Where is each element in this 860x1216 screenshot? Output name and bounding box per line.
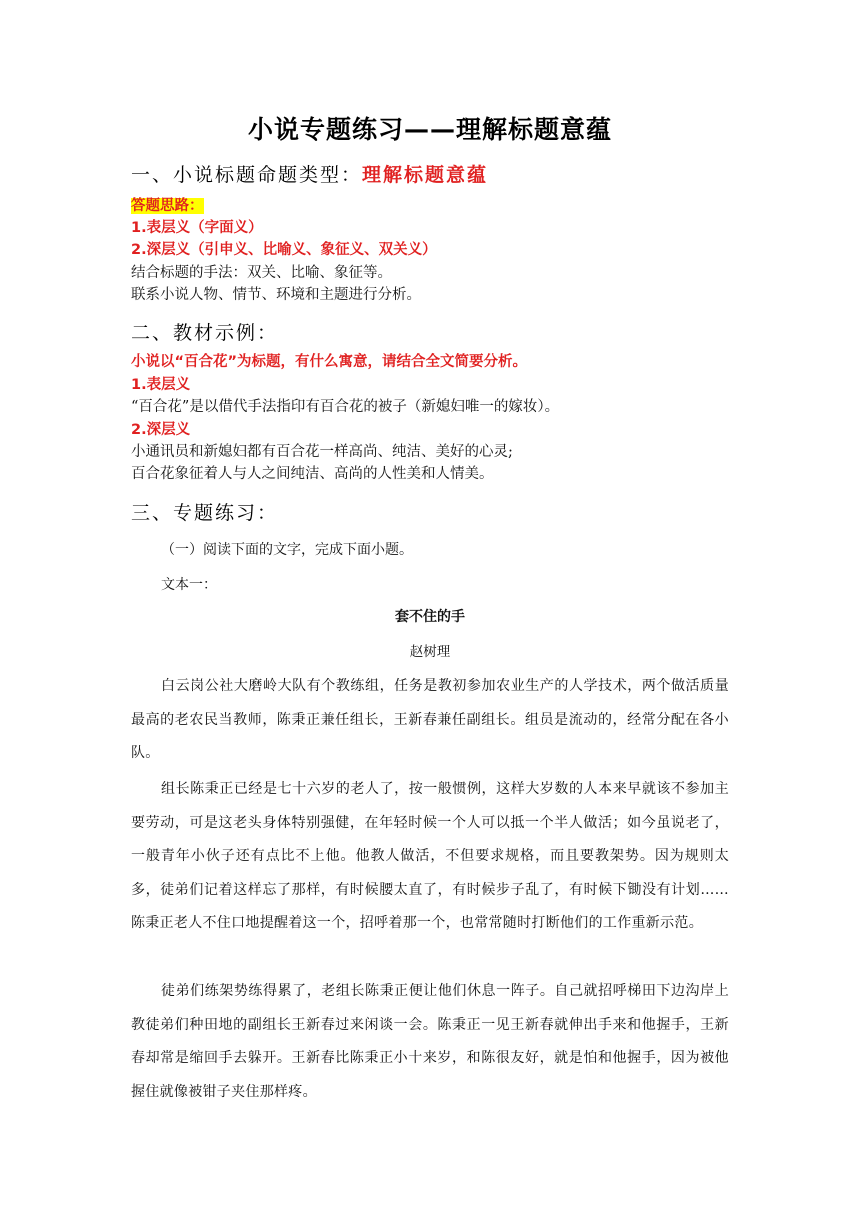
section1-heading-highlight: 理解标题意蕴 xyxy=(362,164,489,186)
section1-heading-prefix: 一、小说标题命题类型： xyxy=(131,164,363,186)
story-title: 套不住的手 xyxy=(395,609,465,625)
section1-heading xyxy=(131,160,488,187)
approach-label: 答题思路： xyxy=(131,198,204,214)
text-label: 文本一： xyxy=(161,577,217,593)
approach-point-2: 2.深层义（引申义、比喻义、象征义、双关义） xyxy=(131,242,437,258)
example-question: 小说以“百合花”为标题，有什么寓意，请结合全文简要分析。 xyxy=(131,354,528,370)
approach-label-line xyxy=(131,196,204,216)
section3-heading: 三、专题练习： xyxy=(131,502,279,524)
story-paragraph-3: 徒弟们练架势练得累了，老组长陈秉正便让他们休息一阵子。自己就招呼梯田下边沟岸上教徒弟们种田地的副组长王新春过来闲谈一会。陈秉正一见王新春就伸出手来和他握手，王新春却常是缩回手去躲开。王新春比陈秉正小十来岁，和陈很友好，就是怕和他握手，因为被他握住就像被钳子夹住那样疼。 xyxy=(131,983,729,1100)
story-paragraph-2: 组长陈秉正已经是七十六岁的老人了，按一般惯例，这样大岁数的人本来早就该不参加主要劳动，可是这老头身体特别强健，在年轻时候一个人可以抵一个半人做活；如今虽说老了，一般青年小伙子还有点比不上他。他教人做活，不但要求规格，而且要教架势。因为规则太多，徒弟们记着这样忘了那样，有时候腰太直了，有时候步子乱了，有时候下锄没有计划……陈秉正老人不住口地提醒着这一个，招呼着那一个，也常常随时打断他们的工作重新示范。 xyxy=(131,781,729,931)
approach-point-1: 1.表层义（字面义） xyxy=(131,220,263,236)
approach-line-4: 联系小说人物、情节、环境和主题进行分析。 xyxy=(131,287,421,303)
story-author: 赵树理 xyxy=(409,644,451,660)
deep-meaning-label: 2.深层义 xyxy=(131,422,191,438)
story-paragraph-1: 白云岗公社大磨岭大队有个教练组，任务是教初参加农业生产的人学技术，两个做活质量最高的老农民当教师，陈秉正兼任组长，王新春兼任副组长。组员是流动的，经常分配在各小队。 xyxy=(131,678,729,761)
page-title: 小说专题练习——理解标题意蕴 xyxy=(247,115,612,144)
surface-meaning-text: “百合花”是以借代手法指印有百合花的被子（新媳妇唯一的嫁妆）。 xyxy=(131,399,560,415)
exercise-instruction: （一）阅读下面的文字，完成下面小题。 xyxy=(161,542,413,558)
deep-meaning-text-1: 小通讯员和新媳妇都有百合花一样高尚、纯洁、美好的心灵; xyxy=(131,444,513,460)
deep-meaning-text-2: 百合花象征着人与人之间纯洁、高尚的人性美和人情美。 xyxy=(131,466,494,482)
surface-meaning-label: 1.表层义 xyxy=(131,377,191,393)
section2-heading: 二、教材示例： xyxy=(131,322,279,344)
approach-line-3: 结合标题的手法：双关、比喻、象征等。 xyxy=(131,265,392,281)
